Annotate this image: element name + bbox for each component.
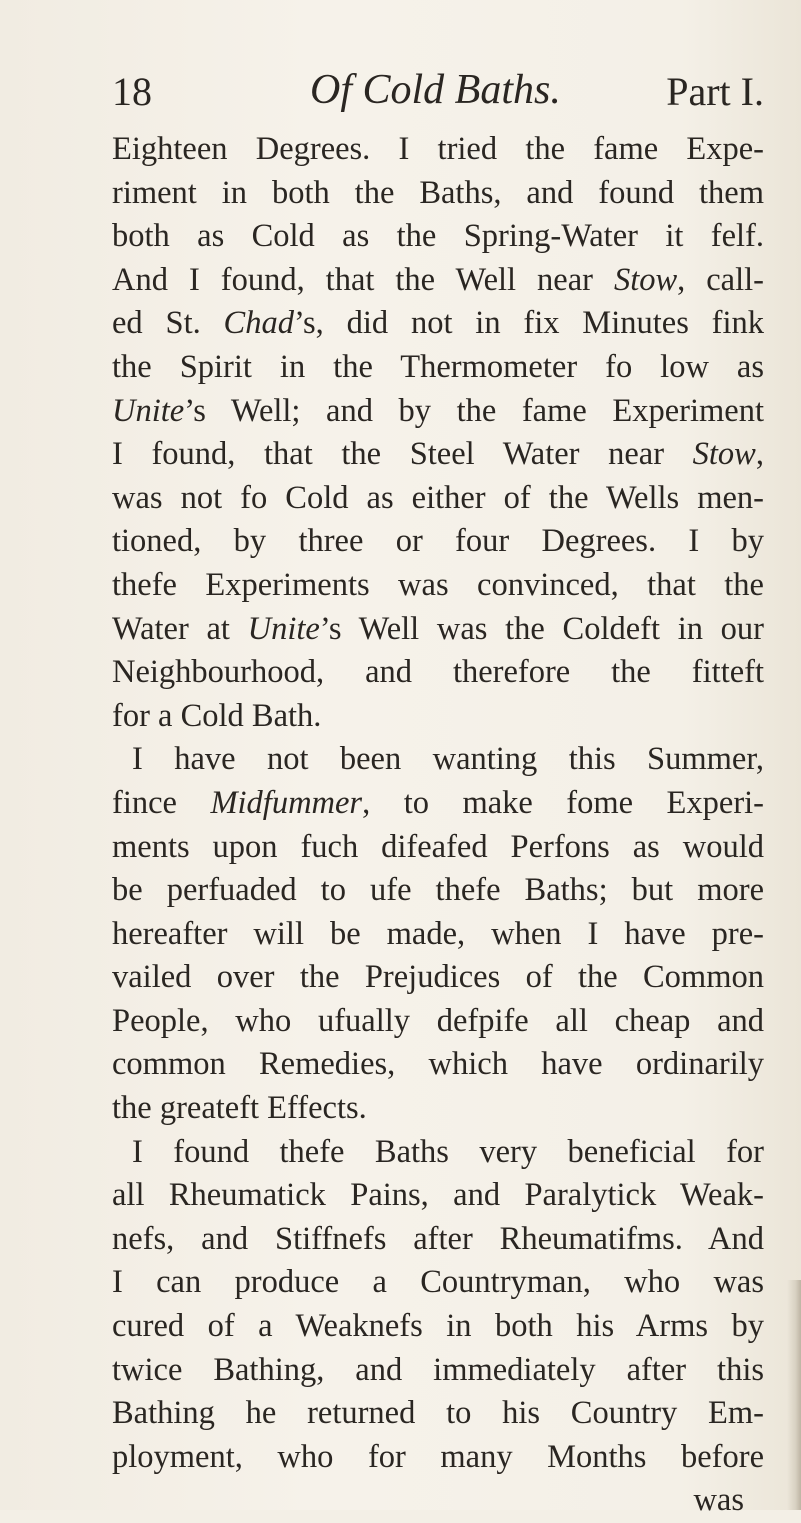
text-line: all Rheumatick Pains, and Paralytick Weak- (112, 1177, 764, 1214)
text-line: Bathing he returned to his Country Em- (112, 1395, 764, 1432)
festival-name: Midfummer (210, 784, 363, 821)
place-name: Unite (112, 392, 185, 429)
place-name: Unite (247, 610, 320, 647)
text-line: nefs, and Stiffnefs after Rheumatifms. And (112, 1220, 764, 1257)
running-title: Of Cold Baths. (310, 67, 561, 113)
text-line: the Spirit in the Thermometer fo low as (112, 348, 764, 385)
text-run: , call- (677, 261, 764, 298)
place-name: Stow (692, 436, 756, 473)
text-line: I have not been wanting this Summer, (132, 741, 764, 778)
text-run: fince (112, 784, 211, 821)
place-name: Chad (223, 305, 294, 342)
text-line: cured of a Weaknefs in both his Arms by (112, 1308, 764, 1345)
text-line: vailed over the Prejudices of the Common (112, 959, 764, 996)
text-line: hereafter will be made, when I have pre- (112, 915, 764, 952)
text-line: tioned, by three or four Degrees. I by (112, 523, 764, 560)
text-run: ’s Well; and by the fame Experiment (184, 392, 764, 429)
text-line: common Remedies, which have ordinarily (112, 1046, 764, 1083)
body-text (112, 128, 764, 1523)
text-run: ’s Well was the Coldeft in our (319, 610, 764, 647)
text-line: both as Cold as the Spring-Water it felf. (112, 218, 764, 255)
text-line (112, 433, 764, 477)
text-run: ed St. (112, 305, 224, 342)
text-line (112, 608, 764, 652)
text-line: I found thefe Baths very beneficial for (132, 1133, 764, 1170)
text-line: riment in both the Baths, and found them (112, 174, 764, 211)
text-line (112, 302, 764, 346)
text-line (112, 782, 764, 826)
part-label: Part I. (666, 69, 764, 114)
text-line (112, 259, 764, 303)
running-header (112, 60, 764, 120)
text-line: the greateft Effects. (112, 1090, 367, 1127)
text-line: thefe Experiments was convinced, that the (112, 566, 764, 603)
text-line: was not fo Cold as either of the Wells men- (112, 479, 764, 516)
text-line: twice Bathing, and immediately after this (112, 1351, 764, 1388)
text-line: ployment, who for many Months before (112, 1438, 764, 1475)
page-edge-shadow (787, 1280, 801, 1510)
catchword: was (693, 1482, 744, 1519)
text-run: , (755, 436, 764, 473)
text-line: for a Cold Bath. (112, 697, 322, 734)
text-line: People, who ufually defpife all cheap and (112, 1002, 764, 1039)
text-run: And I found, that the Well near (112, 261, 614, 298)
place-name: Stow (613, 261, 678, 298)
text-line: Eighteen Degrees. I tried the fame Expe- (112, 131, 764, 167)
text-line: be perfuaded to ufe thefe Baths; but more (112, 872, 764, 909)
text-line (112, 390, 764, 434)
text-run: , to make fome Experi- (362, 784, 765, 821)
text-line: ments upon fuch difeafed Perfons as would (112, 828, 764, 865)
text-run: I found, that the Steel Water near (112, 436, 693, 473)
text-line: I can produce a Countryman, who was (112, 1264, 764, 1301)
text-run: ’s, did not in fix Minutes fink (293, 305, 765, 342)
text-run: Water at (112, 610, 248, 647)
text-line: Neighbourhood, and therefore the fitteft (112, 654, 764, 691)
page-number: 18 (112, 69, 152, 114)
